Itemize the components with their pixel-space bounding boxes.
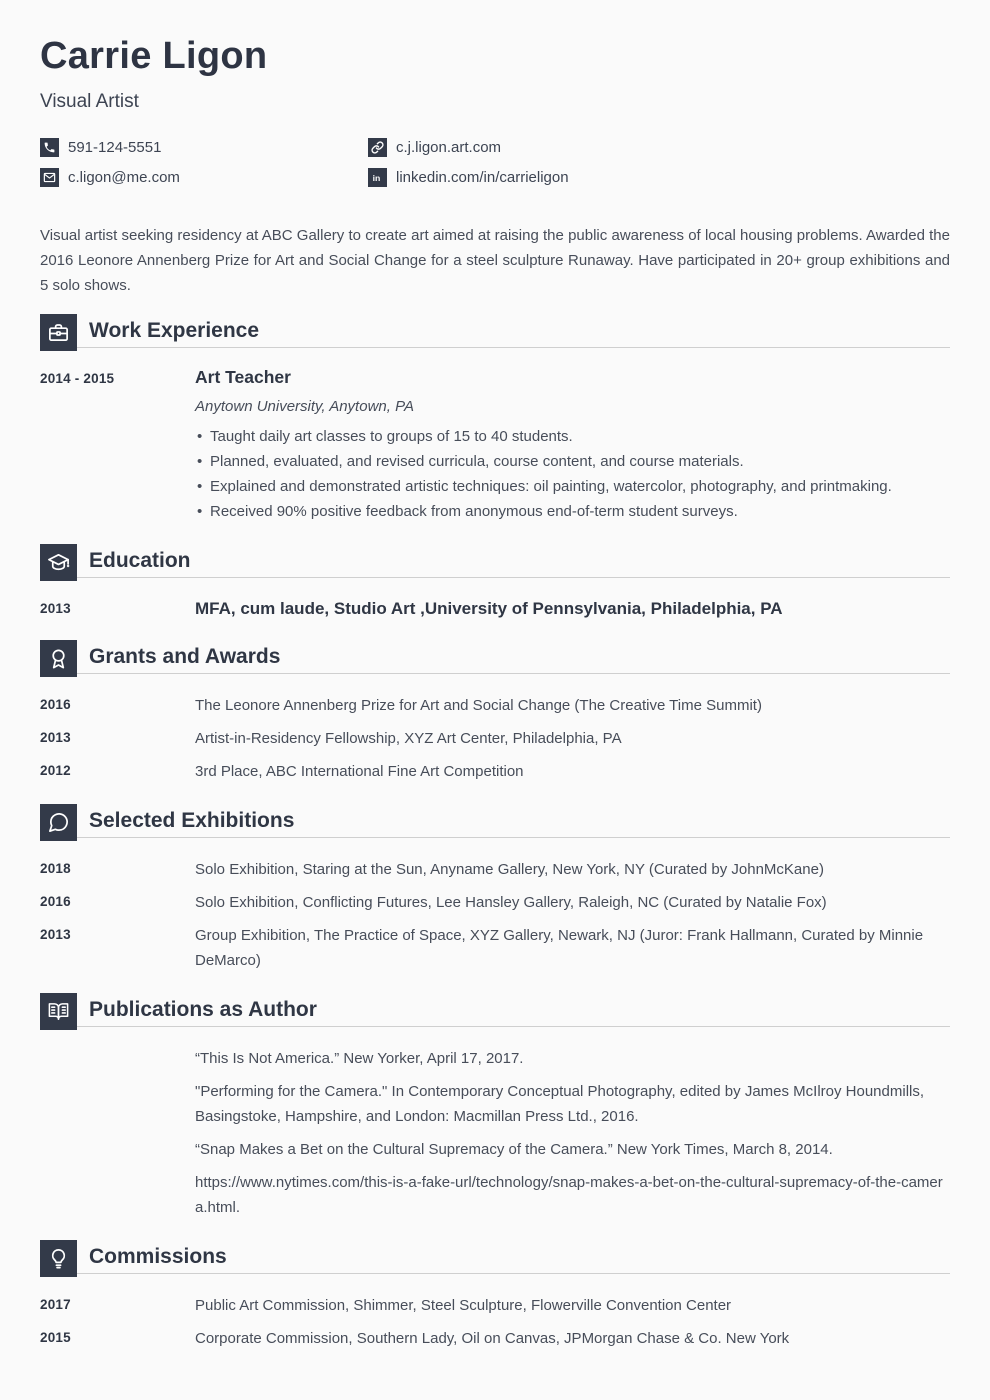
exhibition-date: 2013 [40,927,71,942]
commissions-section-header [40,1240,950,1277]
exhibition-row [40,890,950,915]
award-ribbon-icon [40,640,77,677]
exhibition-date: 2018 [40,861,71,876]
publication-row [40,1046,950,1071]
publication-url: https://www.nytimes.com/this-is-a-fake-url/technology/snap-makes-a-bet-on-the-cultural-supremacy-of-the-camera.html. [195,1174,943,1216]
publication-date [40,1046,195,1071]
publications-section-header [40,993,950,1030]
work-section-header [40,314,950,351]
grants-section-header [40,640,950,677]
work-entry-date: 2014 - 2015 [40,371,115,386]
commissions-section-title: Commissions [89,1244,227,1268]
grant-date: 2016 [40,697,71,712]
grant-date: 2013 [40,730,71,745]
linkedin-icon [368,168,387,187]
publication-text: “Snap Makes a Bet on the Cultural Supremacy of the Camera.” New York Times, March 8, 2014. [195,1141,833,1158]
phone-icon [40,138,59,157]
publication-text: “This Is Not America.” New Yorker, April 17, 2017. [195,1050,524,1067]
work-entry-organization: Anytown University, Anytown, PA [195,398,414,415]
work-entry-bullets [195,424,950,524]
contact-email [40,168,368,187]
section-commissions [40,1240,950,1351]
summary-paragraph: Visual artist seeking residency at ABC Gallery to create art aimed at raising the public awareness of local housing problems. Awarded the 2016 Leonore Annenberg Prize for Art and Social Change for a steel sculpture Runaway. Have participated in 20+ group exhibitions and 5 solo shows. [40,227,950,294]
exhibition-row [40,857,950,882]
exhibition-row [40,923,950,973]
publication-date [40,1137,195,1162]
commission-text: Corporate Commission, Southern Lady, Oil on Canvas, JPMorgan Chase & Co. New York [195,1330,790,1347]
commission-row [40,1293,950,1318]
exhibition-text: Solo Exhibition, Staring at the Sun, Anyname Gallery, New York, NY (Curated by JohnMcKane) [195,861,824,878]
grant-text: Artist-in-Residency Fellowship, XYZ Art Center, Philadelphia, PA [195,730,622,747]
link-icon [368,138,387,157]
commission-row [40,1326,950,1351]
exhibition-text: Solo Exhibition, Conflicting Futures, Lee Hansley Gallery, Raleigh, NC (Curated by Natalie Fox) [195,894,827,911]
commission-date: 2017 [40,1297,71,1312]
bullet-item: • Planned, evaluated, and revised curricula, course content, and course materials. [195,449,950,474]
work-section-title: Work Experience [89,318,260,342]
bullet-item: • Taught daily art classes to groups of 15 to 40 students. [195,424,950,449]
section-exhibitions [40,804,950,973]
briefcase-icon [40,314,77,351]
education-section-title: Education [89,548,191,572]
exhibitions-section-header [40,804,950,841]
grant-row [40,726,950,751]
publication-row [40,1170,950,1220]
education-degree: MFA, cum laude, Studio Art ,University of Pennsylvania, Philadelphia, PA [195,599,783,618]
person-job-title: Visual Artist [40,91,139,112]
grant-row [40,759,950,784]
bullet-item: • Received 90% positive feedback from anonymous end-of-term student surveys. [195,499,950,524]
grant-date: 2012 [40,763,71,778]
contact-phone-text: 591-124-5551 [68,139,162,156]
svg-text:in: in [372,172,381,183]
publication-date [40,1170,195,1220]
contact-list [40,138,950,187]
grant-row [40,693,950,718]
publication-row [40,1137,950,1162]
education-date: 2013 [40,601,71,616]
work-entry [40,367,950,524]
section-work-experience [40,314,950,524]
section-grants-awards [40,640,950,784]
section-education [40,544,950,620]
exhibition-text: Group Exhibition, The Practice of Space, XYZ Gallery, Newark, NJ (Juror: Frank Hallmann, Curated by Minnie DeMarco) [195,927,924,969]
email-icon [40,168,59,187]
exhibition-date: 2016 [40,894,71,909]
lightbulb-icon [40,1240,77,1277]
commission-text: Public Art Commission, Shimmer, Steel Sculpture, Flowerville Convention Center [195,1297,732,1314]
bullet-item: • Explained and demonstrated artistic techniques: oil painting, watercolor, photography, and printmaking. [195,474,950,499]
grant-text: The Leonore Annenberg Prize for Art and Social Change (The Creative Time Summit) [195,697,762,714]
speech-bubble-icon [40,804,77,841]
commission-date: 2015 [40,1330,71,1345]
publications-section-title: Publications as Author [89,997,317,1021]
education-row [40,597,950,620]
contact-linkedin-text: linkedin.com/in/carrieligon [396,169,569,186]
work-entry-title: Art Teacher [195,367,291,387]
contact-phone [40,138,368,157]
open-book-icon [40,993,77,1030]
contact-website-text: c.j.ligon.art.com [396,139,502,156]
education-section-header [40,544,950,581]
person-name: Carrie Ligon [40,35,268,77]
grant-text: 3rd Place, ABC International Fine Art Competition [195,763,524,780]
exhibitions-section-title: Selected Exhibitions [89,808,295,832]
contact-website [368,138,950,157]
contact-linkedin [368,168,950,187]
publication-row [40,1079,950,1129]
contact-email-text: c.ligon@me.com [68,169,180,186]
graduation-cap-icon [40,544,77,581]
grants-section-title: Grants and Awards [89,644,281,668]
publication-date [40,1079,195,1129]
section-publications [40,993,950,1220]
publication-text: "Performing for the Camera." In Contemporary Conceptual Photography, edited by James McIlroy Houndmills, Basingstoke, Hampshire, and London: Macmillan Press Ltd., 2016. [195,1083,925,1125]
